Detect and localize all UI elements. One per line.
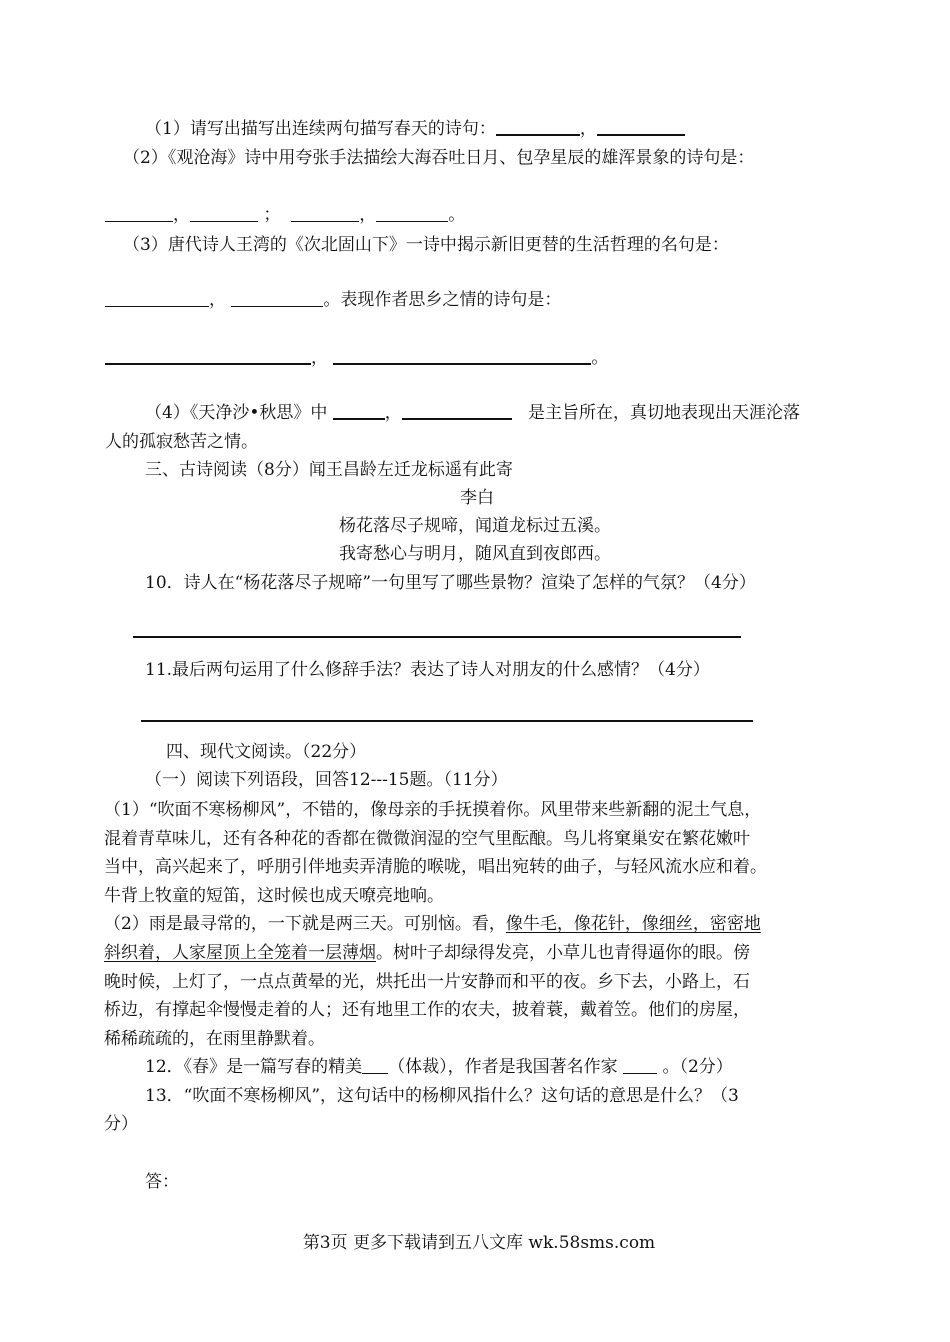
question-13: 13．“吹面不寒杨柳风”，这句话中的杨柳风指什么？这句话的意思是什么？（3 (145, 1086, 739, 1106)
question-11: 11.最后两句运用了什么修辞手法？表达了诗人对朋友的什么感情？（4分） (145, 660, 710, 680)
section-4-title: 四、现代文阅读。（22分） (166, 742, 367, 762)
answer-label: 答： (145, 1172, 179, 1192)
answer-blank (333, 402, 385, 420)
question-13-line-2: 分） (104, 1114, 138, 1134)
paragraph-1-line: 牛背上牧童的短笛，这时候也成天嘹亮地响。 (104, 886, 444, 906)
answer-blank (496, 118, 580, 136)
question-4: （4）《天净沙•秋思》中 ， 是主旨所在，真切地表现出天涯沦落 (145, 403, 800, 423)
question-3-blanks-2: ， 。 (105, 347, 608, 369)
answer-blank (105, 205, 173, 222)
page-footer: 第3页 更多下载请到五八文库 wk.58sms.com (302, 1233, 656, 1253)
question-12: 12．《春》是一篇写春的精美 （体裁），作者是我国著名作家 。（2分） (145, 1057, 733, 1077)
paragraph-2-line: 斜织着，人家屋顶上全笼着一层薄烟。树叶子却绿得发亮，小草儿也青得逼你的眼。傍 (104, 943, 750, 963)
question-4-prefix: （4）《天净沙•秋思》中 (145, 403, 328, 423)
question-1-text: （1）请写出描写出连续两句描写春天的诗句： (145, 119, 496, 139)
question-2-blanks: ， ； ， 。 (105, 204, 465, 226)
question-2 (123, 147, 754, 169)
question-1: （1）请写出描写出连续两句描写春天的诗句： ， (145, 118, 685, 140)
question-2-text: （2）《观沧海》诗中用夸张手法描绘大海吞吐日月、包孕星辰的雄浑景象的诗句是： (123, 148, 755, 168)
answer-line (141, 720, 753, 722)
question-3-text: （3）唐代诗人王湾的《次北固山下》一诗中揭示新旧更替的生活哲理的名句是： (123, 235, 729, 255)
answer-blank (105, 347, 311, 365)
poem-verse-2: 我寄愁心与明月，随风直到夜郎西。 (339, 544, 611, 564)
answer-blank (291, 205, 359, 222)
paragraph-1-line: 当中，高兴起来了，呼朋引伴地卖弄清脆的喉咙，唱出宛转的曲子，与轻风流水应和着。 (104, 857, 767, 877)
answer-blank (231, 290, 323, 307)
question-3-blanks: ， 。表现作者思乡之情的诗句是： (105, 289, 561, 311)
paragraph-2-line: 晚时候，上灯了，一点点黄晕的光，烘托出一片安静而和平的夜。乡下去，小路上，石 (104, 972, 750, 992)
answer-line (133, 636, 741, 638)
paragraph-2-line: 稀稀疏疏的，在雨里静默着。 (104, 1029, 325, 1049)
answer-blank (362, 1057, 388, 1074)
answer-blank (105, 290, 209, 307)
paragraph-2-line: 桥边，有撑起伞慢慢走着的人；还有地里工作的农夫，披着蓑，戴着笠。他们的房屋， (104, 1000, 750, 1020)
answer-blank (376, 205, 448, 222)
question-4-line-2: 人的孤寂愁苦之情。 (105, 432, 258, 452)
poem-author: 李白 (460, 488, 494, 508)
poem-verse-1: 杨花落尽子规啼，闻道龙标过五溪。 (339, 516, 611, 536)
section-4-subtitle: （一）阅读下列语段，回答12---15题。（11分） (145, 770, 508, 790)
answer-blank (333, 347, 591, 365)
underlined-phrase: 像牛毛，像花针，像细丝，密密地 (505, 914, 761, 934)
paragraph-2-line: （2）雨是最寻常的，一下就是两三天。可别恼。看，像牛毛，像花针，像细丝，密密地 (104, 914, 761, 934)
paragraph-1-line: 混着青草味儿，还有各种花的香都在微微润湿的空气里酝酿。鸟儿将窠巢安在繁花嫩叶 (104, 829, 750, 849)
underlined-phrase: 斜织着，人家屋顶上全笼着一层薄烟 (104, 943, 376, 963)
question-10: 10．诗人在“杨花落尽子规啼”一句里写了哪些景物？渲染了怎样的气氛？（4分） (145, 573, 756, 593)
paragraph-1-line: （1）“吹面不寒杨柳风”，不错的，像母亲的手抚摸着你。风里带来些新翻的泥土气息， (104, 800, 762, 820)
answer-blank (597, 118, 685, 136)
answer-blank (190, 205, 258, 222)
section-3-title: 三、古诗阅读（8分）闻王昌龄左迁龙标遥有此寄 (145, 460, 513, 480)
question-3 (123, 234, 729, 256)
answer-blank (402, 402, 512, 420)
answer-blank (623, 1057, 657, 1074)
